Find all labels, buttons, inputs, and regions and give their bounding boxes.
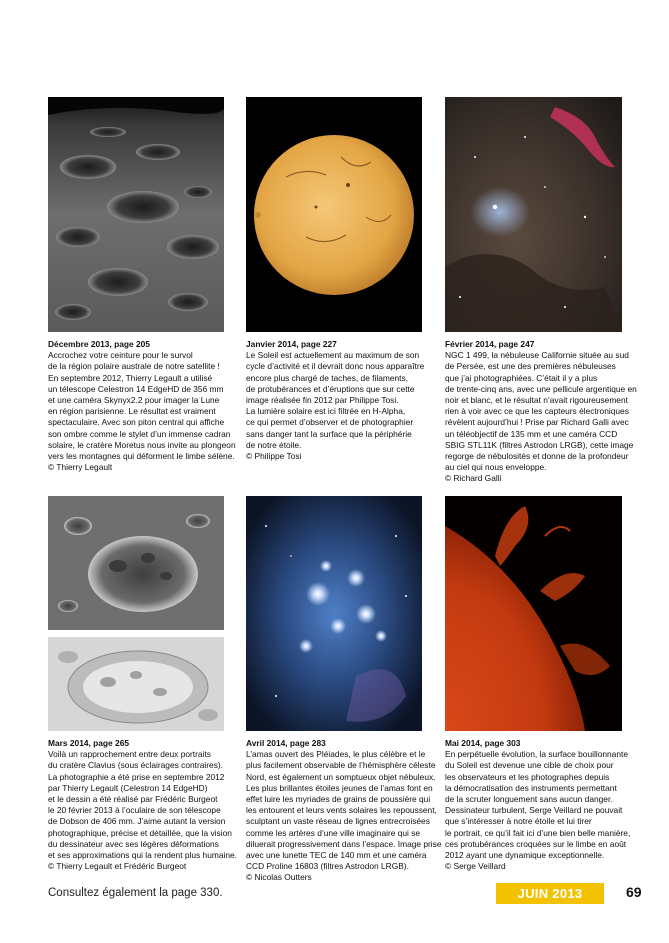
photo-credit: © Thierry Legault — [48, 462, 113, 473]
photo-credit: © Richard Galli — [445, 473, 502, 484]
caption-line: que s’intéresser à notre étoile et lui tirer — [445, 816, 592, 827]
caption-line: les observateurs et les photographes depuis — [445, 771, 610, 782]
caption-line: rien à voir avec ce que les capteurs électroniques — [445, 406, 629, 417]
caption-line: Voilà un rapprochement entre deux portraits — [48, 749, 211, 760]
caption-line: ce qui permet d’observer et de photographier — [246, 417, 414, 428]
caption-line: CCD Proline 16803 (filtres Astrodon LRGB). — [246, 861, 409, 872]
caption-line: du cratère Clavius (sous éclairages contraires). — [48, 760, 224, 771]
caption-line: ces protubérances croquées sur le limbe en août — [445, 838, 627, 849]
caption-line: 2012 ayant une dynamique exceptionnelle. — [445, 850, 605, 861]
caption-line: la démocratisation des instruments permettant — [445, 782, 617, 793]
caption-date: Décembre 2013, page 205 — [48, 339, 150, 349]
caption-line: du dessinateur avec ses légères déformations — [48, 838, 219, 849]
caption-december-2013 — [48, 339, 234, 473]
caption-line: de la scruter longuement sans aucun danger. — [445, 794, 613, 805]
solar-prominence-drawing — [445, 496, 622, 731]
photo-credit: © Philippe Tosi — [246, 451, 302, 462]
caption-line: et une caméra Skynyx2.2 pour imager la Lune — [48, 395, 220, 406]
caption-line: de Persée, est une des premières nébuleuses — [445, 361, 616, 372]
caption-line: de Dobson de 406 mm. J’aime autant la version — [48, 816, 226, 827]
caption-line: regorge de nébulosités et donne de la profondeur — [445, 451, 629, 462]
caption-line: au ciel qui nous enveloppe. — [445, 462, 547, 473]
caption-line: le portrait, ce qu’il fait ici d’une bien belle manière, — [445, 827, 631, 838]
caption-line: révèlent aujourd’hui ! Prise par Richard Galli avec — [445, 417, 629, 428]
caption-line: de trente-cinq ans, avec une pellicule argentique en — [445, 383, 637, 394]
caption-line: Dessinateur turbulent, Serge Veillard ne pouvait — [445, 805, 623, 816]
clavius-crater-drawing — [48, 637, 224, 731]
caption-line: en région parisienne. Le résultat est vraiment — [48, 406, 216, 417]
caption-line: un téléobjectif de 135 mm et une caméra CCD — [445, 428, 618, 439]
caption-line: comme les artères d’une ville imaginaire qui se — [246, 827, 421, 838]
caption-line: son ombre comme le stylet d’un immense cadran — [48, 428, 231, 439]
caption-line: Nord, est également un somptueux objet nébuleux. — [246, 771, 436, 782]
page-number: 69 — [626, 884, 642, 900]
caption-date: Février 2014, page 247 — [445, 339, 535, 349]
caption-date: Mai 2014, page 303 — [445, 738, 521, 748]
caption-march-2014 — [48, 738, 238, 872]
caption-line: plus facilement observable de l’hémisphère céleste — [246, 760, 436, 771]
sun-h-alpha-photo — [246, 97, 422, 332]
caption-line: effet luire les myriades de grains de poussière qui — [246, 794, 431, 805]
caption-line: La photographie a été prise en septembre 2012 — [48, 771, 225, 782]
caption-line: photographique, précise et détaillée, que la vision — [48, 827, 232, 838]
caption-line: cycle d’activité et il devrait donc nous apparaître — [246, 361, 425, 372]
caption-line: diluerait progressivement dans l’espace. Image prise — [246, 838, 442, 849]
caption-february-2014 — [445, 339, 637, 485]
clavius-crater-photo — [48, 496, 224, 630]
caption-line: de notre étoile. — [246, 439, 302, 450]
caption-line: que j’ai photographiées. C’était il y a plus — [445, 372, 598, 383]
caption-line: et le dessin a été réalisé par Frédéric Burgeot — [48, 794, 218, 805]
caption-line: En septembre 2012, Thierry Legault a utilisé — [48, 372, 213, 383]
caption-line: image réalisée fin 2012 par Philippe Tosi. — [246, 395, 399, 406]
caption-date: Janvier 2014, page 227 — [246, 339, 337, 349]
caption-line: et ses approximations qui la rendent plus humaine. — [48, 850, 238, 861]
caption-date: Avril 2014, page 283 — [246, 738, 326, 748]
caption-line: noir et blanc, et le résultat n’avait rigoureusement — [445, 395, 628, 406]
caption-line: un télescope Celestron 14 EdgeHD de 356 mm — [48, 383, 224, 394]
caption-january-2014 — [246, 339, 432, 462]
caption-line: Le Soleil est actuellement au maximum de son — [246, 350, 420, 361]
caption-line: les entourent et leurs vents solaires les repoussent, — [246, 805, 437, 816]
photo-credit: © Thierry Legault et Frédéric Burgeot — [48, 861, 187, 872]
california-nebula-photo — [445, 97, 622, 332]
footer-see-also-text: Consultez également la page 330. — [48, 887, 223, 899]
moon-south-pole-photo — [48, 97, 224, 332]
caption-line: de la région polaire australe de notre satellite ! — [48, 361, 220, 372]
photo-credit: © Serge Veillard — [445, 861, 506, 872]
caption-line: du Soleil est devenue une cible de choix pour — [445, 760, 614, 771]
photo-credit: © Nicolas Outters — [246, 872, 312, 883]
caption-line: sans danger tant la surface que la périphérie — [246, 428, 412, 439]
issue-month-badge: JUIN 2013 — [496, 883, 604, 904]
caption-line: Les plus brillantes étoiles jeunes de l’amas font en — [246, 782, 433, 793]
caption-line: de protubérances et d’éruptions que sur cette — [246, 383, 415, 394]
caption-line: Accrochez votre ceinture pour le survol — [48, 350, 193, 361]
pleiades-photo — [246, 496, 422, 731]
caption-line: par Thierry Legault (Celestron 14 EdgeHD) — [48, 782, 208, 793]
caption-line: En perpétuelle évolution, la surface bouillonnante — [445, 749, 628, 760]
caption-line: La lumière solaire est ici filtrée en H-Alpha, — [246, 406, 406, 417]
caption-line: NGC 1 499, la nébuleuse Californie située au sud — [445, 350, 629, 361]
caption-line: le 20 février 2013 à l’oculaire de son télescope — [48, 805, 221, 816]
caption-line: L’amas ouvert des Pléiades, le plus célèbre et le — [246, 749, 426, 760]
caption-line: vers les montagnes qui déforment le limbe sélène. — [48, 451, 235, 462]
caption-date: Mars 2014, page 265 — [48, 738, 130, 748]
caption-line: solaire, le cratère Moretus nous invite au plongeon — [48, 439, 236, 450]
caption-line: sculptant un vaste réseau de lignes entrecroisées — [246, 816, 430, 827]
caption-line: encore plus chargé de taches, de filaments, — [246, 372, 409, 383]
caption-line: SBIG STL11K (filtres Astrodon LRGB), cette image — [445, 439, 634, 450]
caption-april-2014 — [246, 738, 442, 884]
caption-line: avec une lunette TEC de 140 mm et une caméra — [246, 850, 427, 861]
caption-line: spectaculaire. Avec son piton central qui affiche — [48, 417, 225, 428]
caption-may-2014 — [445, 738, 631, 872]
